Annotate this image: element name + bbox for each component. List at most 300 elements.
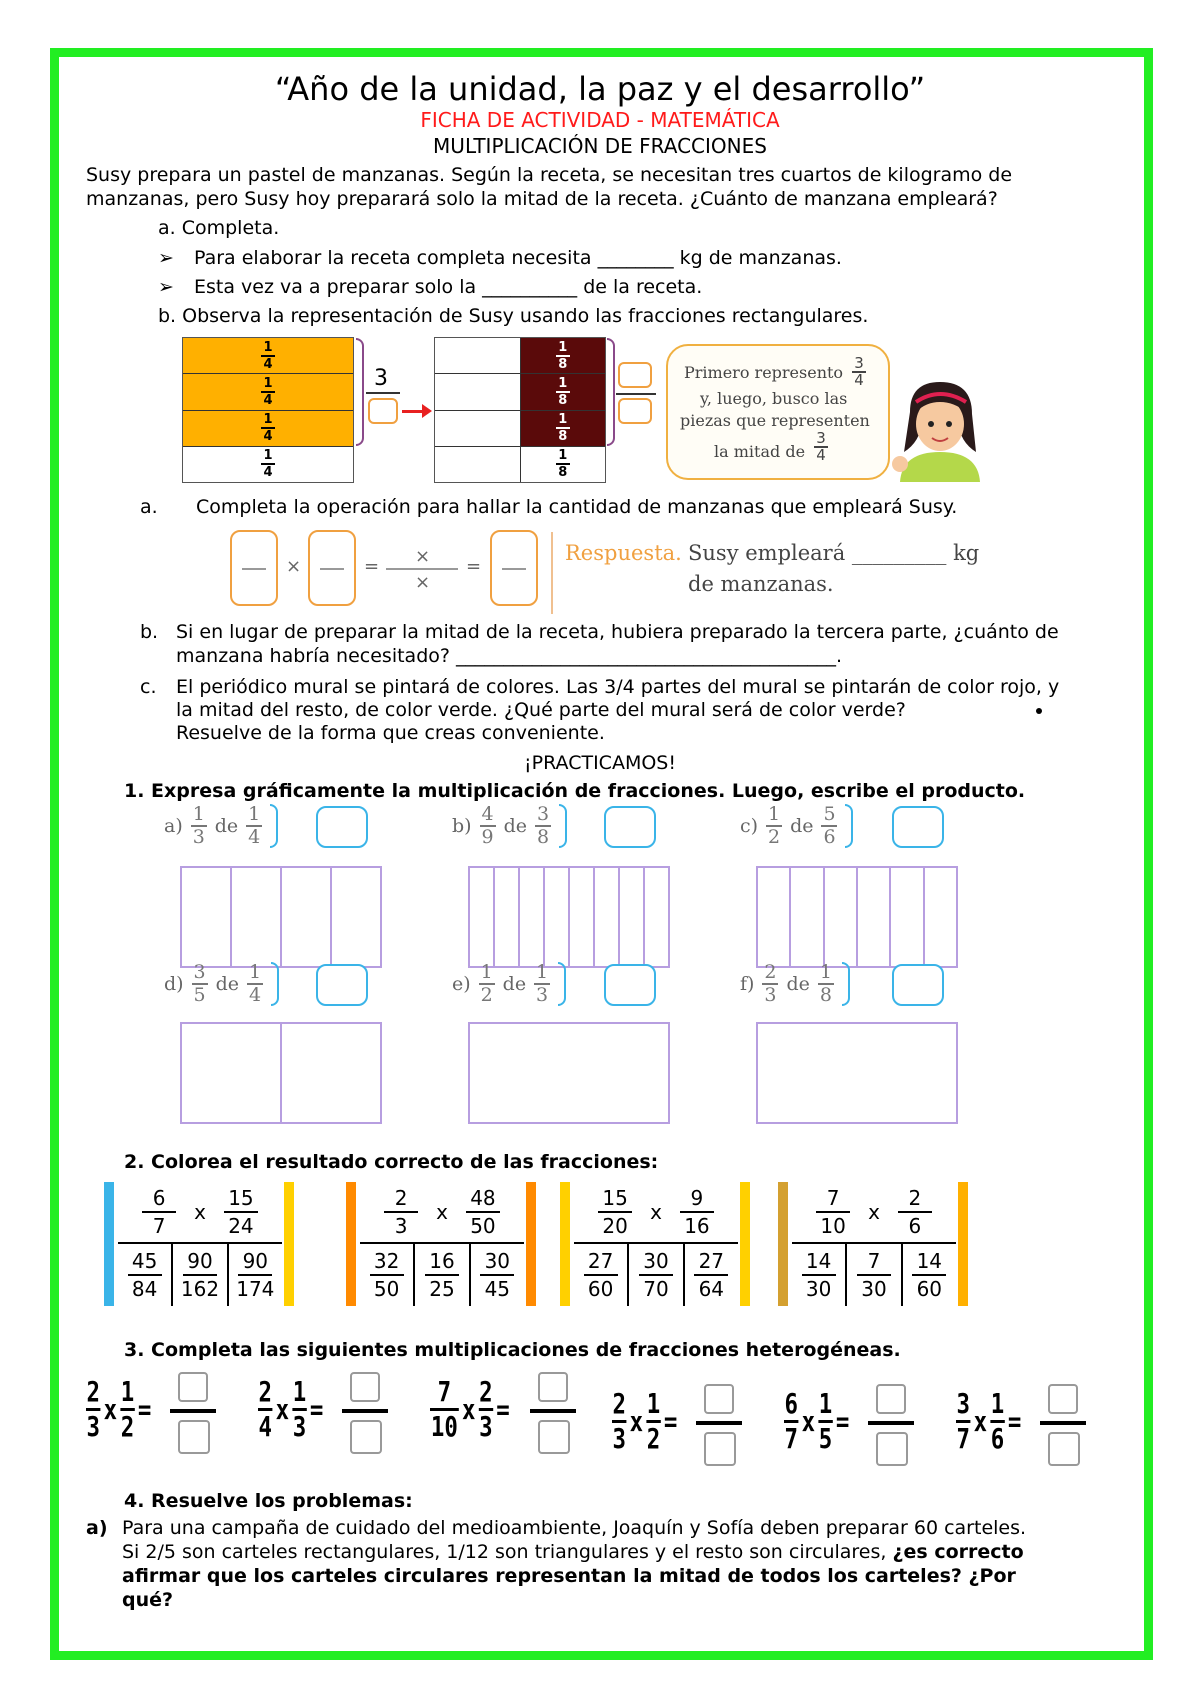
numerator: 1: [192, 803, 205, 825]
times-sign: x: [973, 1405, 988, 1438]
eighth-cell: 1 8: [521, 447, 606, 482]
fraction-bar: [142, 1211, 176, 1213]
denominator: 16: [684, 1214, 710, 1238]
exercise-1-item-b: [452, 804, 567, 848]
times-sign: x: [462, 1393, 476, 1426]
fraction: [818, 1388, 832, 1455]
fraction: [86, 1376, 100, 1443]
intro-line-2: manzanas, pero Susy hoy preparará solo la mitad de la receta. ¿Cuánto de manzana empleará?: [86, 188, 998, 210]
intro-line-1: Susy prepara un pastel de manzanas. Según la receta, se necesitan tres cuartos de kilogramo de: [86, 164, 1013, 186]
denominator: 4: [248, 826, 261, 848]
fraction-bar: [816, 1211, 850, 1213]
denominator: 6: [908, 1214, 922, 1238]
quarter-cell: 1 4: [183, 447, 353, 482]
fraction-grid[interactable]: [180, 1022, 382, 1124]
numerator: 27: [698, 1249, 725, 1273]
equation: [612, 1388, 677, 1455]
product-answer-box[interactable]: [604, 964, 656, 1006]
answer-denominator-box[interactable]: [876, 1432, 908, 1466]
fraction: [480, 1249, 514, 1301]
answer-option[interactable]: [118, 1244, 173, 1306]
fraction: [898, 1186, 932, 1238]
fraction: [534, 963, 550, 1005]
exercise-1-item-f: [740, 962, 850, 1006]
exercise-1-title: 1. Expresa gráficamente la multiplicación de fracciones. Luego, escribe el producto.: [124, 780, 1026, 802]
answer-option[interactable]: [629, 1244, 684, 1306]
numerator: 2: [908, 1186, 922, 1210]
fraction-grid[interactable]: [468, 1022, 670, 1124]
problem-a-label: a): [86, 1517, 108, 1539]
denominator: 6: [990, 1422, 1005, 1455]
numerator: 2: [86, 1375, 100, 1408]
fraction: [425, 1249, 459, 1301]
times-sign: x: [275, 1393, 290, 1426]
table-operation: [118, 1182, 282, 1244]
fraction-bar: [370, 1274, 404, 1276]
denominator: 174: [236, 1277, 275, 1301]
numerator: 2: [394, 1186, 408, 1210]
numerator: 2: [258, 1375, 272, 1408]
fraction: [480, 805, 496, 847]
quarters-bar: [182, 337, 354, 483]
fraction: [384, 1186, 418, 1238]
fraction: [246, 805, 262, 847]
answer-line-1: Susy empleará _________ kg: [688, 541, 980, 565]
problem-line-3: afirmar que los carteles circulares representan la mitad de todos los carteles? ¿Por: [122, 1565, 1016, 1587]
practice-title: ¡PRACTICAMOS!: [524, 752, 676, 774]
grid-column: [232, 868, 282, 966]
eighth-cell-shaded: 1 8: [521, 338, 606, 374]
numerator: 2: [764, 961, 777, 983]
table-stripe: [560, 1182, 570, 1306]
product-answer-box[interactable]: [316, 964, 368, 1006]
grid-column: [545, 868, 570, 966]
answer-numerator-box[interactable]: [876, 1384, 906, 1414]
answer-numerator-box[interactable]: [350, 1372, 380, 1402]
fraction: [816, 1186, 850, 1238]
fraction-line: [386, 568, 458, 570]
grid-column: [182, 1024, 282, 1122]
numerator: 48: [470, 1186, 496, 1210]
bullet-dot: [1036, 708, 1042, 714]
page-title: “Año de la unidad, la paz y el desarrollo”: [274, 70, 926, 108]
fraction-box-2[interactable]: [308, 530, 356, 606]
fraction: [142, 1186, 176, 1238]
fraction: [646, 1388, 660, 1455]
bubble-line-2: y, luego, busco las: [700, 389, 848, 408]
product-answer-box[interactable]: [604, 806, 656, 848]
fraction-box-1[interactable]: [230, 530, 278, 606]
numerator: 14: [805, 1249, 832, 1273]
problem-line-4: qué?: [122, 1589, 174, 1611]
fraction: [857, 1249, 891, 1301]
denominator: 7: [956, 1422, 970, 1455]
times-sign: x: [629, 1405, 644, 1438]
times-sign: ×: [286, 556, 302, 577]
denominator: 8: [536, 826, 550, 848]
table-options: [118, 1244, 282, 1306]
denominator: 50: [373, 1277, 400, 1301]
fraction-bar: [183, 1274, 217, 1276]
denominator: 6: [823, 826, 836, 848]
fraction: [247, 963, 263, 1005]
numerator: 45: [131, 1249, 158, 1273]
fraction-bar: [170, 1409, 216, 1413]
ops-a-label: a.: [140, 496, 158, 518]
fraction-bar: [696, 1421, 742, 1425]
denominator: 25: [429, 1277, 455, 1301]
product-answer-box[interactable]: [316, 806, 368, 848]
grid-column: [825, 868, 858, 966]
times-sign: x: [868, 1200, 880, 1224]
fraction: [370, 1249, 404, 1301]
denominator: 30: [861, 1277, 887, 1301]
multiplication-table: [792, 1182, 956, 1306]
fraction: [584, 1249, 618, 1301]
answer-denominator-box[interactable]: [538, 1420, 570, 1454]
answer-option[interactable]: [415, 1244, 470, 1306]
denominator: 3: [612, 1422, 626, 1455]
item-letter: f): [740, 973, 755, 995]
denominator: 3: [192, 826, 205, 848]
grid-column: [758, 868, 791, 966]
answer-denominator-box[interactable]: [704, 1432, 736, 1466]
item-letter: e): [452, 973, 471, 995]
fraction: [191, 805, 207, 847]
equals-sign: =: [137, 1393, 152, 1426]
answer-denominator-box[interactable]: [178, 1420, 210, 1454]
answer-option[interactable]: [471, 1244, 524, 1306]
fraction-bar: [530, 1409, 576, 1413]
fraction: [818, 963, 834, 1005]
numerator: 9: [690, 1186, 704, 1210]
item-letter: d): [164, 973, 184, 995]
times-sign: x: [650, 1200, 662, 1224]
eighth-cell-shaded: 1 8: [521, 374, 606, 410]
denominator: 64: [698, 1277, 725, 1301]
denominator: 20: [602, 1214, 628, 1238]
exercise-1-item-c: [740, 804, 853, 848]
ops-c-label: c.: [140, 676, 157, 698]
denominator: 3: [479, 1410, 493, 1443]
brace-icon: [271, 962, 279, 1006]
worksheet-subtitle: FICHA DE ACTIVIDAD - MATEMÁTICA: [420, 108, 780, 132]
denominator: 3: [536, 984, 549, 1006]
table-options: [792, 1244, 956, 1306]
equals-sign: =: [309, 1393, 324, 1426]
grid-column: [282, 1024, 380, 1122]
ops-a-text: Completa la operación para hallar la cantidad de manzanas que empleará Susy.: [196, 496, 958, 518]
numerator: 1: [248, 803, 261, 825]
fraction: [258, 1376, 272, 1443]
grid-column: [595, 868, 620, 966]
ops-b-line-1: Si en lugar de preparar la mitad de la receta, hubiera preparado la tercera parte, ¿cuánto de: [176, 621, 1059, 643]
numerator: 1: [818, 1387, 833, 1420]
fraction-bar: [224, 1211, 258, 1213]
exercise-4-title: 4. Resuelve los problemas:: [124, 1490, 413, 1512]
fraction: [821, 805, 837, 847]
grid-column: [470, 1024, 668, 1122]
fraction: [990, 1388, 1004, 1455]
answer-denominator-box[interactable]: [350, 1420, 382, 1454]
item-letter: c): [740, 815, 759, 837]
numerator: 7: [826, 1186, 840, 1210]
fraction-bar: [694, 1274, 728, 1276]
table-options: [574, 1244, 738, 1306]
answer-option[interactable]: [229, 1244, 282, 1306]
times-sign: x: [103, 1393, 118, 1426]
fraction-bar: [342, 1409, 388, 1413]
fraction: [639, 1249, 673, 1301]
answer-option[interactable]: [574, 1244, 629, 1306]
problem-line-1: Para una campaña de cuidado del medioambiente, Joaquín y Sofía deben preparar 60 carteles.: [122, 1517, 1027, 1539]
denominator: 24: [228, 1214, 254, 1238]
grid-column: [758, 1024, 956, 1122]
grid-column: [495, 868, 520, 966]
fraction: [535, 805, 551, 847]
times-sign: x: [194, 1200, 206, 1224]
item-de: de: [215, 973, 239, 995]
product-answer-box[interactable]: [892, 806, 944, 848]
fraction: [802, 1249, 836, 1301]
answer-denominator-box[interactable]: [1048, 1432, 1080, 1466]
numerator: 7: [437, 1375, 452, 1408]
numerator: 5: [823, 803, 836, 825]
fraction-bar: [857, 1274, 891, 1276]
item-a-label: a. Completa.: [158, 217, 280, 239]
topic-title: MULTIPLICACIÓN DE FRACCIONES: [433, 134, 767, 158]
table-options: [360, 1244, 524, 1306]
numerator: 32: [373, 1249, 400, 1273]
equals-sign: =: [663, 1405, 678, 1438]
fraction-bar: [639, 1274, 673, 1276]
denominator: 60: [916, 1277, 943, 1301]
denominator: 2: [120, 1410, 135, 1443]
brace-icon: [845, 804, 853, 848]
denominator: 70: [643, 1277, 669, 1301]
item-de: de: [786, 973, 810, 995]
fraction-bar: [384, 1211, 418, 1213]
fraction: [762, 963, 778, 1005]
table-stripe: [284, 1182, 294, 1306]
brace-icon: [559, 804, 567, 848]
answer-option[interactable]: [173, 1244, 228, 1306]
bubble-line-1: Primero represento: [684, 363, 844, 382]
result-box[interactable]: [490, 530, 538, 606]
answer-numerator-box[interactable]: [538, 1372, 568, 1402]
girl-illustration: [880, 372, 998, 482]
answer-box[interactable]: [368, 398, 398, 424]
numerator: 14: [916, 1249, 943, 1273]
denominator: 2: [768, 826, 781, 848]
equation: [86, 1376, 151, 1443]
brace-icon: [356, 338, 364, 446]
exercise-1-item-d: [164, 962, 279, 1006]
fraction-grid[interactable]: [468, 866, 670, 968]
table-operation: [574, 1182, 738, 1244]
fraction: [766, 805, 782, 847]
answer-option[interactable]: [792, 1244, 847, 1306]
fraction: [224, 1186, 258, 1238]
product-answer-box[interactable]: [892, 964, 944, 1006]
table-stripe: [346, 1182, 356, 1306]
equals-sign: =: [496, 1393, 510, 1426]
fraction-bar: [868, 1421, 914, 1425]
denominator: 50: [470, 1214, 496, 1238]
fraction-grid[interactable]: [756, 1022, 958, 1124]
answer-box-numerator[interactable]: [618, 362, 652, 388]
brace-icon: [842, 962, 850, 1006]
fraction-bar: [680, 1211, 714, 1213]
answer-label: Respuesta.: [565, 541, 682, 565]
grid-column: [332, 868, 380, 966]
bubble-fraction: $\frac{3}{4}$: [852, 354, 866, 387]
fraction-bar: [802, 1274, 836, 1276]
ops-c-line-3: Resuelve de la forma que creas conveniente.: [176, 722, 605, 744]
denominator: 2: [480, 984, 493, 1006]
times-sign: ×: [415, 546, 431, 567]
answer-box-denominator[interactable]: [618, 398, 652, 424]
numerator: 30: [643, 1249, 669, 1273]
brace-icon: [270, 804, 278, 848]
equation: [784, 1388, 849, 1455]
item-b-text: b. Observa la representación de Susy usando las fracciones rectangulares.: [158, 305, 869, 327]
numerator: 1: [646, 1387, 661, 1420]
table-stripe: [526, 1182, 536, 1306]
denominator: 9: [481, 826, 494, 848]
fraction: [694, 1249, 728, 1301]
equation: [258, 1376, 323, 1443]
fraction-bar: [912, 1274, 946, 1276]
numerator: 27: [587, 1249, 614, 1273]
grid-column: [891, 868, 924, 966]
denominator: 7: [152, 1214, 166, 1238]
problem-line-2: Si 2/5 son carteles rectangulares, 1/12 son triangulares y el resto son circulares, ¿es correcto: [122, 1541, 1024, 1563]
denominator: 7: [784, 1422, 798, 1455]
denominator: 3: [394, 1214, 408, 1238]
brace-icon: [607, 338, 615, 446]
grid-column: [791, 868, 824, 966]
ops-c-line-1: El periódico mural se pintará de colores. Las 3/4 partes del mural se pintarán de color rojo, y: [176, 676, 1060, 698]
times-sign: x: [801, 1405, 816, 1438]
denominator: 45: [484, 1277, 511, 1301]
divider: [551, 532, 553, 614]
denominator: 162: [180, 1277, 220, 1301]
fraction: [120, 1376, 134, 1443]
grid-column: [520, 868, 545, 966]
denominator: 2: [646, 1422, 661, 1455]
answer-numerator-box[interactable]: [178, 1372, 208, 1402]
times-sign: x: [436, 1200, 448, 1224]
numerator: 2: [479, 1375, 493, 1408]
item-a2-text: Esta vez va a preparar solo la __________ de la receta.: [194, 276, 703, 298]
fraction-grid[interactable]: [180, 866, 382, 968]
exercise-2-title: 2. Colorea el resultado correcto de las fracciones:: [124, 1151, 659, 1173]
numerator: 16: [429, 1249, 455, 1273]
answer-line-2: de manzanas.: [688, 572, 834, 596]
equals-sign: =: [466, 556, 482, 577]
numerator: 1: [292, 1375, 307, 1408]
numerator: 1: [120, 1375, 135, 1408]
denominator: 60: [587, 1277, 614, 1301]
fraction: [956, 1388, 970, 1455]
quarter-cell-shaded: 1 4: [183, 374, 353, 410]
bubble-line-4: la mitad de: [714, 442, 806, 461]
numerator: 1: [248, 961, 262, 983]
table-operation: [792, 1182, 956, 1244]
fraction-line: [366, 392, 400, 394]
numerator: 30: [484, 1249, 511, 1273]
fraction-bar: [598, 1211, 632, 1213]
denominator: 4: [248, 984, 262, 1006]
denominator: 5: [193, 984, 206, 1006]
fraction-bar: [480, 1274, 514, 1276]
numerator: 90: [242, 1249, 269, 1273]
fraction: [598, 1186, 632, 1238]
item-de: de: [502, 973, 527, 995]
fraction-bar: [128, 1274, 162, 1276]
item-letter: a): [164, 815, 183, 837]
exercise-1-item-e: [452, 962, 566, 1006]
answer-numerator-box[interactable]: [1048, 1384, 1078, 1414]
numerator: 6: [784, 1387, 798, 1420]
numerator: 2: [612, 1387, 626, 1420]
brace-icon: [558, 962, 566, 1006]
multiplication-table: [118, 1182, 282, 1306]
fraction: [292, 1376, 306, 1443]
grid-column: [470, 868, 495, 966]
grid-column: [925, 868, 956, 966]
multiplication-table: [574, 1182, 738, 1306]
numerator: 15: [602, 1186, 628, 1210]
denominator: 4: [258, 1410, 272, 1443]
arrow-head-icon: [422, 404, 432, 418]
arrow-bullet-icon: ➢: [158, 276, 174, 298]
bubble-line-3: piezas que representen: [680, 411, 870, 430]
item-de: de: [214, 815, 239, 837]
three-label: 3: [374, 366, 388, 391]
item-de: de: [790, 815, 814, 837]
answer-option[interactable]: [847, 1244, 902, 1306]
table-stripe: [740, 1182, 750, 1306]
answer-option[interactable]: [903, 1244, 956, 1306]
exercise-3-title: 3. Completa las siguientes multiplicaciones de fracciones heterogéneas.: [124, 1339, 901, 1361]
grid-column: [858, 868, 891, 966]
fraction-bar: [238, 1274, 272, 1276]
table-stripe: [958, 1182, 968, 1306]
fraction: [784, 1388, 798, 1455]
denominator: 3: [86, 1410, 100, 1443]
grid-column: [645, 868, 668, 966]
answer-numerator-box[interactable]: [704, 1384, 734, 1414]
eighth-cell-shaded: 1 8: [521, 411, 606, 447]
arrow-bullet-icon: ➢: [158, 247, 174, 269]
table-stripe: [778, 1182, 788, 1306]
fraction-grid[interactable]: [756, 866, 958, 968]
eighths-bar: [434, 337, 606, 483]
grid-column: [282, 868, 332, 966]
numerator: 3: [193, 961, 206, 983]
denominator: 5: [818, 1422, 833, 1455]
bubble-fraction-2: $\frac{3}{4}$: [814, 428, 828, 462]
quarter-cell-shaded: 1 4: [183, 338, 353, 374]
answer-option[interactable]: [685, 1244, 738, 1306]
answer-option[interactable]: [360, 1244, 415, 1306]
numerator: 1: [536, 961, 549, 983]
numerator: 1: [990, 1387, 1005, 1420]
equals-sign: =: [364, 556, 380, 577]
equation: [430, 1376, 510, 1443]
